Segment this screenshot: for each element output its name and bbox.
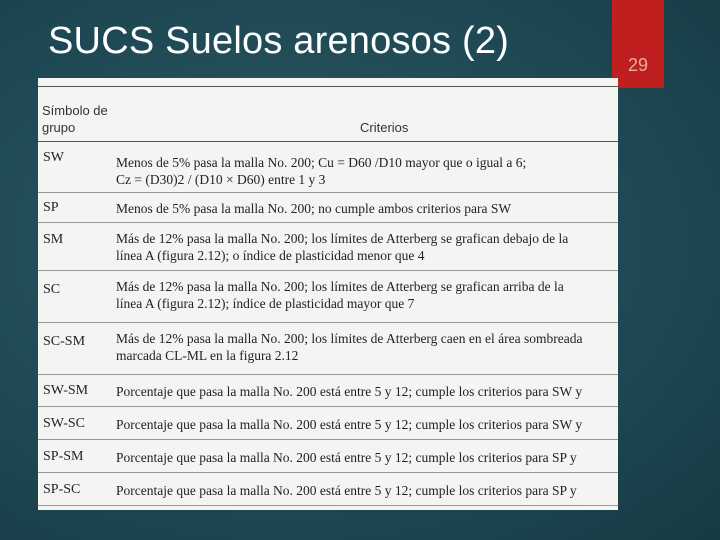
row-criteria: Menos de 5% pasa la malla No. 200; Cu = D60 /D10 mayor que o igual a 6; Cz = (D30)2 / (D10 × D60) entre 1 y 3 xyxy=(116,155,527,187)
table-row xyxy=(38,374,618,407)
row-symbol: SC-SM xyxy=(43,334,86,349)
table-row xyxy=(38,192,618,223)
row-criteria: Más de 12% pasa la malla No. 200; los límites de Atterberg se grafican arriba de la línea A (figura 2.12); índice de plasticidad mayor que 7 xyxy=(116,279,564,311)
row-symbol: SC xyxy=(43,282,61,297)
row-criteria: Menos de 5% pasa la malla No. 200; no cumple ambos criterios para SW xyxy=(116,201,512,216)
slide-number-badge xyxy=(612,0,664,88)
row-criteria: Porcentaje que pasa la malla No. 200 está entre 5 y 12; cumple los criterios para SP y xyxy=(116,450,577,465)
row-symbol: SM xyxy=(43,232,64,247)
table-top-rule xyxy=(38,86,618,87)
row-criteria: Porcentaje que pasa la malla No. 200 está entre 5 y 12; cumple los criterios para SP y xyxy=(116,483,577,498)
slide-title: SUCS Suelos arenosos (2) xyxy=(48,20,510,62)
row-symbol: SP xyxy=(43,200,59,215)
row-criteria: Porcentaje que pasa la malla No. 200 está entre 5 y 12; cumple los criterios para SW y xyxy=(116,417,583,432)
scanned-table-image xyxy=(38,78,618,510)
row-criteria: Más de 12% pasa la malla No. 200; los límites de Atterberg se grafican debajo de la línea A (figura 2.12); o índice de plasticidad menor que 4 xyxy=(116,231,569,263)
row-symbol: SW xyxy=(43,150,64,165)
table-row xyxy=(38,322,618,375)
row-symbol: SW-SM xyxy=(43,383,89,398)
row-criteria: Más de 12% pasa la malla No. 200; los límites de Atterberg caen en el área sombreada marcada CL-ML en la figura 2.12 xyxy=(116,331,583,363)
table-row xyxy=(38,439,618,473)
row-symbol: SP-SM xyxy=(43,449,84,464)
header-symbol: Símbolo de grupo xyxy=(42,103,108,135)
table-row xyxy=(38,270,618,323)
slide-number: 29 xyxy=(627,55,649,75)
table-row xyxy=(38,222,618,271)
table-row xyxy=(38,142,618,193)
table-row xyxy=(38,472,618,506)
table-row xyxy=(38,406,618,440)
row-criteria: Porcentaje que pasa la malla No. 200 está entre 5 y 12; cumple los criterios para SW y xyxy=(116,384,583,399)
header-criteria: Criterios xyxy=(360,120,409,135)
row-symbol: SW-SC xyxy=(43,416,86,431)
row-symbol: SP-SC xyxy=(43,482,81,497)
